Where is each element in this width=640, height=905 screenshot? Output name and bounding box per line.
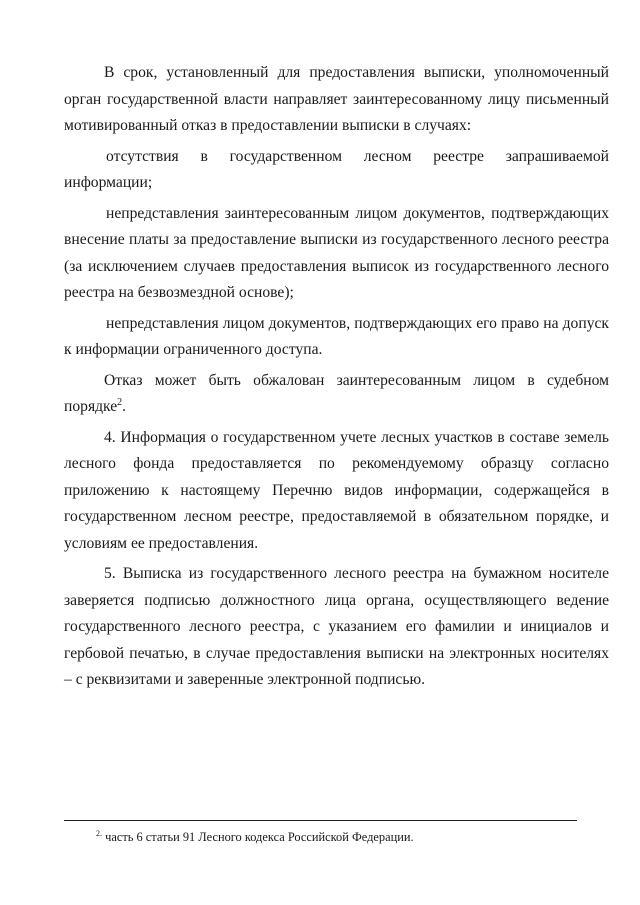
footnote: [96, 829, 414, 845]
paragraph-5: 5. Выписка из государственного лесного реестра на бумажном носителе заверяется подписью должностного лица органа, осуществляющего ведение государственного лесного реестра, с указанием его фамилии и инициалов и гербовой печатью, в случае предоставления выписки на электронных носителях – с реквизитами и заверенные электронной подписью.: [64, 565, 609, 688]
appeal-paragraph: [64, 368, 609, 421]
refusal-case-no-access-documents: непредставления лицом документов, подтверждающих его право на допуск к информации ограниченного доступа.: [64, 314, 609, 358]
document-body: [64, 60, 609, 698]
appeal-text: Отказ может быть обжалован заинтересованным лицом в судебном порядке: [64, 371, 609, 415]
footnote-marker: 2.: [96, 828, 102, 838]
refusal-intro-paragraph: В срок, установленный для предоставления выписки, уполномоченный орган государственной власти направляет заинтересованному лицу письменный мотивированный отказ в предоставлении выписки в случаях:: [64, 64, 609, 134]
appeal-end: .: [122, 398, 127, 415]
refusal-case-no-payment-documents: непредставления заинтересованным лицом документов, подтверждающих внесение платы за предоставление выписки из государственного лесного реестра (за исключением случаев предоставления выписок из государственного лесного реестра на безвозмездной основе);: [64, 204, 609, 301]
refusal-case-no-information: отсутствия в государственном лесном реестре запрашиваемой информации;: [64, 147, 609, 191]
paragraph-4: 4. Информация о государственном учете лесных участков в составе земель лесного фонда предоставляется по рекомендуемому образцу согласно приложению к настоящему Перечню видов информации, содержащейся в государственном лесном реестре, предоставляемой в обязательном порядке, и условиям ее предоставления.: [64, 428, 609, 552]
footnote-separator: [64, 820, 577, 821]
footnote-text: часть 6 статьи 91 Лесного кодекса Российской Федерации.: [102, 830, 414, 844]
footnote-reference[interactable]: 2: [117, 396, 123, 408]
